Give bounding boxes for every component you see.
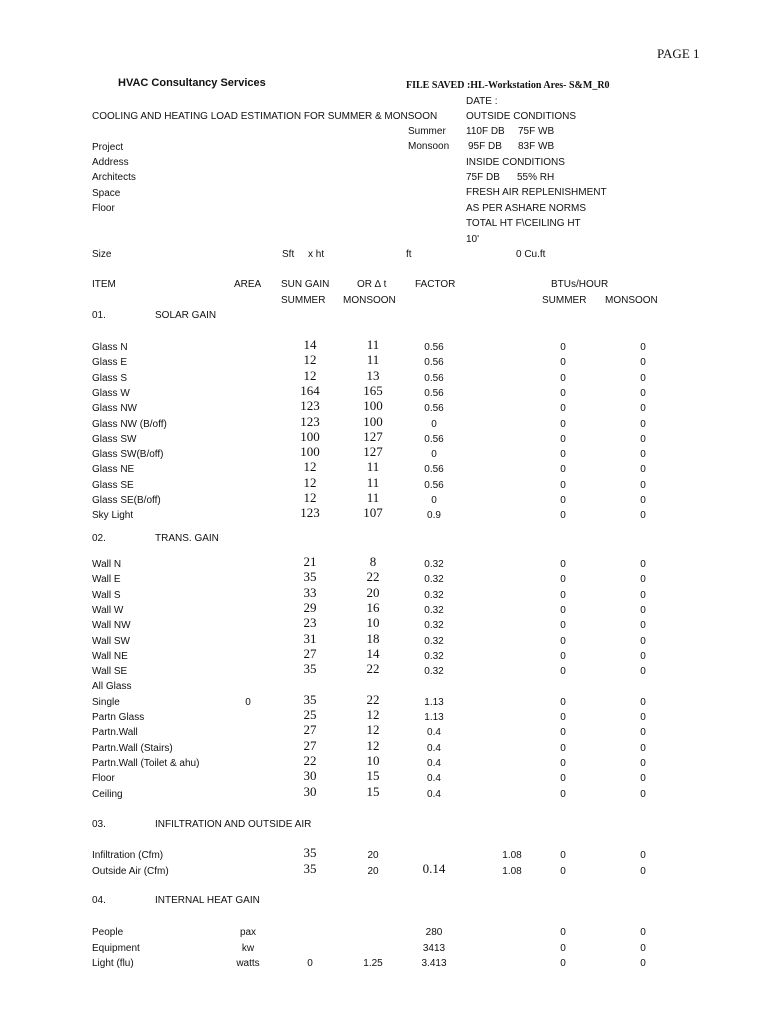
row-btu-monsoon: 0: [640, 604, 646, 616]
row-btu-monsoon: 0: [640, 927, 646, 938]
row-monsoon-value: 22: [366, 569, 380, 585]
row-summer-value: 12: [303, 367, 317, 383]
info-label-address: Address: [92, 157, 129, 168]
row-summer-value: 100: [300, 444, 320, 460]
row-factor-value: 0.56: [424, 464, 444, 476]
row-monsoon-value: 11: [366, 490, 380, 505]
header-factor: FACTOR: [415, 279, 456, 290]
row-monsoon-value: 18: [366, 630, 380, 646]
page-number: PAGE 1: [657, 46, 700, 61]
row-summer-value: 27: [303, 722, 317, 738]
row-btu-monsoon: 0: [640, 433, 646, 445]
row-factor-value: 0.32: [424, 559, 444, 570]
row-factor-value: 0.56: [424, 479, 444, 491]
row-monsoon-value: 15: [366, 783, 380, 799]
row-monsoon-value: 8: [369, 554, 377, 569]
section-title-internal-heat-gain: INTERNAL HEAT GAIN: [155, 895, 260, 906]
row-monsoon-value: 14: [366, 645, 380, 661]
row-summer-value: 14: [303, 337, 317, 352]
row-summer-value: 12: [303, 352, 317, 368]
header-monsoon: MONSOON: [343, 295, 396, 306]
ceiling-height-value: 10': [466, 234, 480, 245]
row-btu-summer: 0: [560, 958, 566, 969]
row-monsoon-value: 107: [363, 505, 383, 521]
row-summer-value: 35: [303, 845, 317, 860]
section-title-infiltration: INFILTRATION AND OUTSIDE AIR: [155, 819, 312, 830]
row-factor-value: 0.32: [424, 666, 444, 678]
row-item-label: Glass NW: [92, 403, 137, 415]
row-factor-value: 0.56: [424, 433, 444, 445]
row-item-label: Wall NE: [92, 650, 128, 662]
file-saved-label: FILE SAVED :HL-Workstation Ares- S&M_R0: [406, 80, 610, 91]
row-btu-monsoon: 0: [640, 589, 646, 601]
header-summer: SUMMER: [281, 295, 326, 306]
monsoon-label: Monsoon: [408, 141, 450, 152]
row-btu-summer: 0: [560, 604, 566, 616]
row-btu-monsoon: 0: [640, 559, 646, 570]
row-btu-monsoon: 0: [640, 574, 646, 586]
row-item-label: All Glass: [92, 681, 132, 693]
row-summer-value: 25: [303, 707, 317, 722]
row-btu-monsoon: 0: [640, 742, 646, 754]
row-factor-value: 0.32: [424, 604, 444, 616]
row-btu-summer: 0: [560, 418, 566, 430]
row-summer-value: 22: [303, 752, 317, 768]
row-factor-value: 0.56: [424, 372, 444, 384]
row-monsoon-value: 11: [366, 337, 380, 352]
row-item-label: Glass W: [92, 387, 130, 399]
row-btu-summer: 0: [560, 589, 566, 601]
row-btu-summer: 0: [560, 387, 566, 399]
row-monsoon-value: 10: [366, 615, 380, 631]
row-item-label: Partn.Wall: [92, 727, 138, 739]
monsoon-wb: 83F WB: [518, 141, 555, 152]
row-monsoon-value: 20: [367, 850, 379, 861]
size-label: Size: [92, 249, 112, 260]
row-btu-summer: 0: [560, 635, 566, 647]
size-ft-label: ft: [406, 249, 412, 260]
row-btu-monsoon: 0: [640, 696, 646, 708]
row-factor-value: 3.413: [421, 958, 447, 969]
row-summer-value: 33: [303, 584, 317, 600]
row-factor-value: 0.32: [424, 635, 444, 647]
size-xht-label: x ht: [308, 249, 325, 260]
row-btu-summer: 0: [560, 742, 566, 754]
row-summer-value: 12: [303, 459, 317, 475]
row-factor-value: 0.4: [427, 757, 441, 769]
row-item-label: People: [92, 927, 124, 938]
row-item-label: Wall W: [92, 604, 124, 616]
total-height-label: TOTAL HT F\CEILING HT: [466, 218, 581, 229]
row-btu-summer: 0: [560, 433, 566, 445]
row-item-label: Single: [92, 696, 120, 708]
row-item-label: Glass E: [92, 357, 128, 369]
row-btu-monsoon: 0: [640, 666, 646, 678]
header-area: AREA: [234, 279, 262, 290]
row-btu-monsoon: 0: [640, 387, 646, 399]
row-btu-summer: 0: [560, 865, 566, 877]
section-title-trans-gain: TRANS. GAIN: [155, 533, 219, 544]
row-item-label: Light (flu): [92, 958, 134, 969]
document-title: COOLING AND HEATING LOAD ESTIMATION FOR SUMMER & MONSOON: [92, 111, 438, 122]
row-factor-value: 0.56: [424, 387, 444, 399]
row-btu-monsoon: 0: [640, 418, 646, 430]
info-label-floor: Floor: [92, 203, 115, 214]
row-item-label: Wall S: [92, 589, 121, 601]
row-monsoon-value: 10: [366, 752, 380, 768]
row-btu-monsoon: 0: [640, 757, 646, 769]
row-item-label: Wall N: [92, 559, 122, 570]
row-btu-monsoon: 0: [640, 449, 646, 461]
row-factor-value: 0.32: [424, 620, 444, 632]
row-btu-summer: 0: [560, 357, 566, 369]
row-btu-summer: 0: [560, 727, 566, 739]
row-btu-monsoon: 0: [640, 403, 646, 415]
row-btu-monsoon: 0: [640, 773, 646, 785]
row-summer-value: 35: [303, 569, 317, 585]
row-factor-value: 0.14: [422, 860, 446, 876]
row-btu-summer: 0: [560, 342, 566, 353]
row-item-label: Partn Glass: [92, 712, 145, 723]
row-monsoon-value: 22: [366, 691, 380, 707]
row-btu-summer: 0: [560, 620, 566, 632]
row-summer-value: 27: [303, 737, 317, 753]
row-btu-summer: 0: [560, 372, 566, 384]
row-btu-summer: 0: [560, 696, 566, 708]
row-item-label: Glass SE: [92, 479, 134, 491]
info-label-space: Space: [92, 188, 121, 199]
row-summer-value: 35: [303, 661, 317, 677]
row-summer-value: 35: [303, 691, 317, 707]
outside-conditions-label: OUTSIDE CONDITIONS: [466, 111, 577, 122]
row-monsoon-value: 16: [366, 599, 380, 615]
row-btu-monsoon: 0: [640, 635, 646, 647]
header-btu-summer: SUMMER: [542, 295, 587, 306]
row-monsoon-value: 20: [367, 865, 379, 877]
row-factor-value: 0.4: [427, 727, 441, 739]
row-item-label: Glass SE(B/off): [92, 495, 161, 506]
row-btu-monsoon: 0: [640, 850, 646, 861]
section-title-solar-gain: SOLAR GAIN: [155, 310, 217, 321]
row-summer-value: 12: [303, 474, 317, 490]
row-monsoon-value: 11: [366, 459, 380, 475]
row-summer-value: 123: [300, 398, 320, 414]
row-monsoon-value: 100: [363, 398, 383, 414]
row-item-label: Glass SW(B/off): [92, 449, 164, 461]
row-summer-value: 21: [303, 554, 317, 569]
ashare-label: AS PER ASHARE NORMS: [466, 203, 587, 214]
row-summer-value: 31: [303, 630, 317, 646]
row-unit-label: kw: [241, 942, 255, 954]
row-btu-summer: 0: [560, 850, 566, 861]
row-item-label: Glass NW (B/off): [92, 418, 167, 430]
row-item-label: Equipment: [92, 942, 140, 954]
row-factor-value: 0.4: [427, 742, 441, 754]
row-btu-summer: 0: [560, 449, 566, 461]
row-monsoon-value: 127: [363, 444, 383, 460]
row-monsoon-value: 12: [366, 707, 380, 722]
size-cuft-value: 0 Cu.ft: [516, 249, 546, 260]
row-factor-value: 1.13: [424, 712, 444, 723]
row-item-label: Partn.Wall (Toilet & ahu): [92, 757, 200, 769]
date-label: DATE :: [466, 96, 498, 107]
row-item-label: Outside Air (Cfm): [92, 865, 169, 877]
row-monsoon-value: 165: [363, 382, 383, 398]
row-btu-monsoon: 0: [640, 942, 646, 954]
section-number: 01.: [92, 310, 106, 321]
row-monsoon-value: 1.25: [363, 958, 383, 969]
row-btu-monsoon: 0: [640, 650, 646, 662]
row-monsoon-value: 127: [363, 428, 383, 444]
row-btu-summer: 0: [560, 495, 566, 506]
row-btu-summer: 0: [560, 757, 566, 769]
row-factor-value: 0.32: [424, 574, 444, 586]
row-btu-summer: 0: [560, 559, 566, 570]
header-item: ITEM: [92, 279, 116, 290]
size-sft-label: Sft: [282, 249, 295, 260]
section-number: 04.: [92, 895, 106, 906]
row-monsoon-value: 15: [366, 768, 380, 784]
info-label-architects: Architects: [92, 172, 136, 183]
row-summer-value: 0: [307, 958, 313, 969]
row-monsoon-value: 22: [366, 661, 380, 677]
row-btu-monsoon: 0: [640, 464, 646, 476]
row-item-label: Ceiling: [92, 788, 123, 800]
row-item-label: Wall SW: [92, 635, 130, 647]
row-summer-value: 27: [303, 645, 317, 661]
row-monsoon-value: 12: [366, 722, 380, 738]
row-monsoon-value: 11: [366, 352, 380, 368]
row-item-label: Glass S: [92, 372, 128, 384]
row-btu-monsoon: 0: [640, 342, 646, 353]
row-btu-summer: 0: [560, 464, 566, 476]
row-btu-monsoon: 0: [640, 865, 646, 877]
row-monsoon-value: 11: [366, 474, 380, 490]
header-btu-monsoon: MONSOON: [605, 295, 658, 306]
row-factor-value: 3413: [422, 942, 446, 954]
row-btu-summer: 0: [560, 510, 566, 522]
row-factor-value: 0.4: [427, 773, 441, 785]
header-delta-t: OR ∆ t: [357, 279, 387, 290]
row-factor-value: 0.56: [424, 357, 444, 369]
row-item-label: Floor: [92, 773, 115, 785]
row-summer-value: 23: [303, 615, 317, 631]
summer-wb: 75F WB: [518, 126, 555, 137]
row-btu-summer: 0: [560, 942, 566, 954]
row-btu-summer: 0: [560, 788, 566, 800]
row-btu-monsoon: 0: [640, 510, 646, 522]
row-btu-monsoon: 0: [640, 357, 646, 369]
row-btu-monsoon: 0: [640, 620, 646, 632]
row-summer-value: 35: [303, 860, 317, 876]
row-item-label: Partn.Wall (Stairs): [92, 742, 173, 754]
row-item-label: Wall NW: [92, 620, 131, 632]
header-btus-hour: BTUs/HOUR: [551, 279, 609, 290]
row-btu-summer: 0: [560, 650, 566, 662]
row-btu-monsoon: 0: [640, 712, 646, 723]
row-item-label: Glass SW: [92, 433, 137, 445]
row-summer-value: 29: [303, 599, 317, 615]
inside-db: 75F DB: [466, 172, 500, 183]
company-name: HVAC Consultancy Services: [118, 77, 266, 89]
row-item-label: Wall SE: [92, 666, 128, 678]
row-factor-value: 0.32: [424, 650, 444, 662]
monsoon-db: 95F DB: [468, 141, 502, 152]
row-btu-monsoon: 0: [640, 372, 646, 384]
row-btu-summer: 0: [560, 479, 566, 491]
row-summer-value: 100: [300, 428, 320, 444]
row-summer-value: 30: [303, 783, 317, 799]
row-btu-summer: 0: [560, 574, 566, 586]
row-factor-value: 0.56: [424, 342, 444, 353]
row-factor-value: 0.4: [427, 788, 441, 800]
row-conversion-factor: 1.08: [502, 850, 522, 861]
row-item-label: Wall E: [92, 574, 121, 586]
row-factor-value: 0.32: [424, 589, 444, 601]
row-factor-value: 0: [431, 495, 437, 506]
row-btu-summer: 0: [560, 666, 566, 678]
row-btu-monsoon: 0: [640, 727, 646, 739]
row-summer-value: 30: [303, 768, 317, 784]
row-factor-value: 280: [425, 927, 443, 938]
inside-conditions-label: INSIDE CONDITIONS: [466, 157, 565, 168]
fresh-air-label: FRESH AIR REPLENISHMENT: [466, 187, 607, 198]
row-monsoon-value: 100: [363, 413, 383, 429]
header-sun-gain: SUN GAIN: [281, 279, 330, 290]
row-monsoon-value: 13: [366, 367, 380, 383]
row-item-label: Glass N: [92, 342, 128, 353]
row-unit-label: watts: [236, 958, 260, 969]
section-number: 03.: [92, 819, 106, 830]
row-btu-summer: 0: [560, 927, 566, 938]
row-monsoon-value: 20: [366, 584, 380, 600]
row-factor-value: 0.9: [427, 510, 441, 522]
info-label-project: Project: [92, 142, 124, 153]
row-monsoon-value: 12: [366, 737, 380, 753]
row-summer-value: 164: [300, 382, 320, 398]
row-conversion-factor: 1.08: [502, 865, 522, 877]
row-summer-value: 12: [303, 490, 317, 505]
row-unit-label: pax: [239, 927, 257, 938]
summer-label: Summer: [408, 126, 446, 137]
row-summer-value: 123: [300, 413, 320, 429]
row-btu-monsoon: 0: [640, 495, 646, 506]
inside-rh: 55% RH: [517, 172, 555, 183]
row-item-label: Infiltration (Cfm): [92, 850, 164, 861]
row-btu-summer: 0: [560, 712, 566, 723]
row-btu-summer: 0: [560, 773, 566, 785]
section-number: 02.: [92, 533, 106, 544]
row-factor-value: 0.56: [424, 403, 444, 415]
row-item-label: Sky Light: [92, 510, 134, 522]
row-summer-value: 123: [300, 505, 320, 521]
row-factor-value: 0: [431, 449, 437, 461]
row-btu-monsoon: 0: [640, 958, 646, 969]
row-factor-value: 1.13: [424, 696, 444, 708]
row-btu-monsoon: 0: [640, 479, 646, 491]
summer-db: 110F DB: [466, 126, 505, 137]
row-area-value: 0: [245, 696, 251, 708]
row-btu-monsoon: 0: [640, 788, 646, 800]
row-btu-summer: 0: [560, 403, 566, 415]
row-factor-value: 0: [431, 418, 437, 430]
row-item-label: Glass NE: [92, 464, 135, 476]
